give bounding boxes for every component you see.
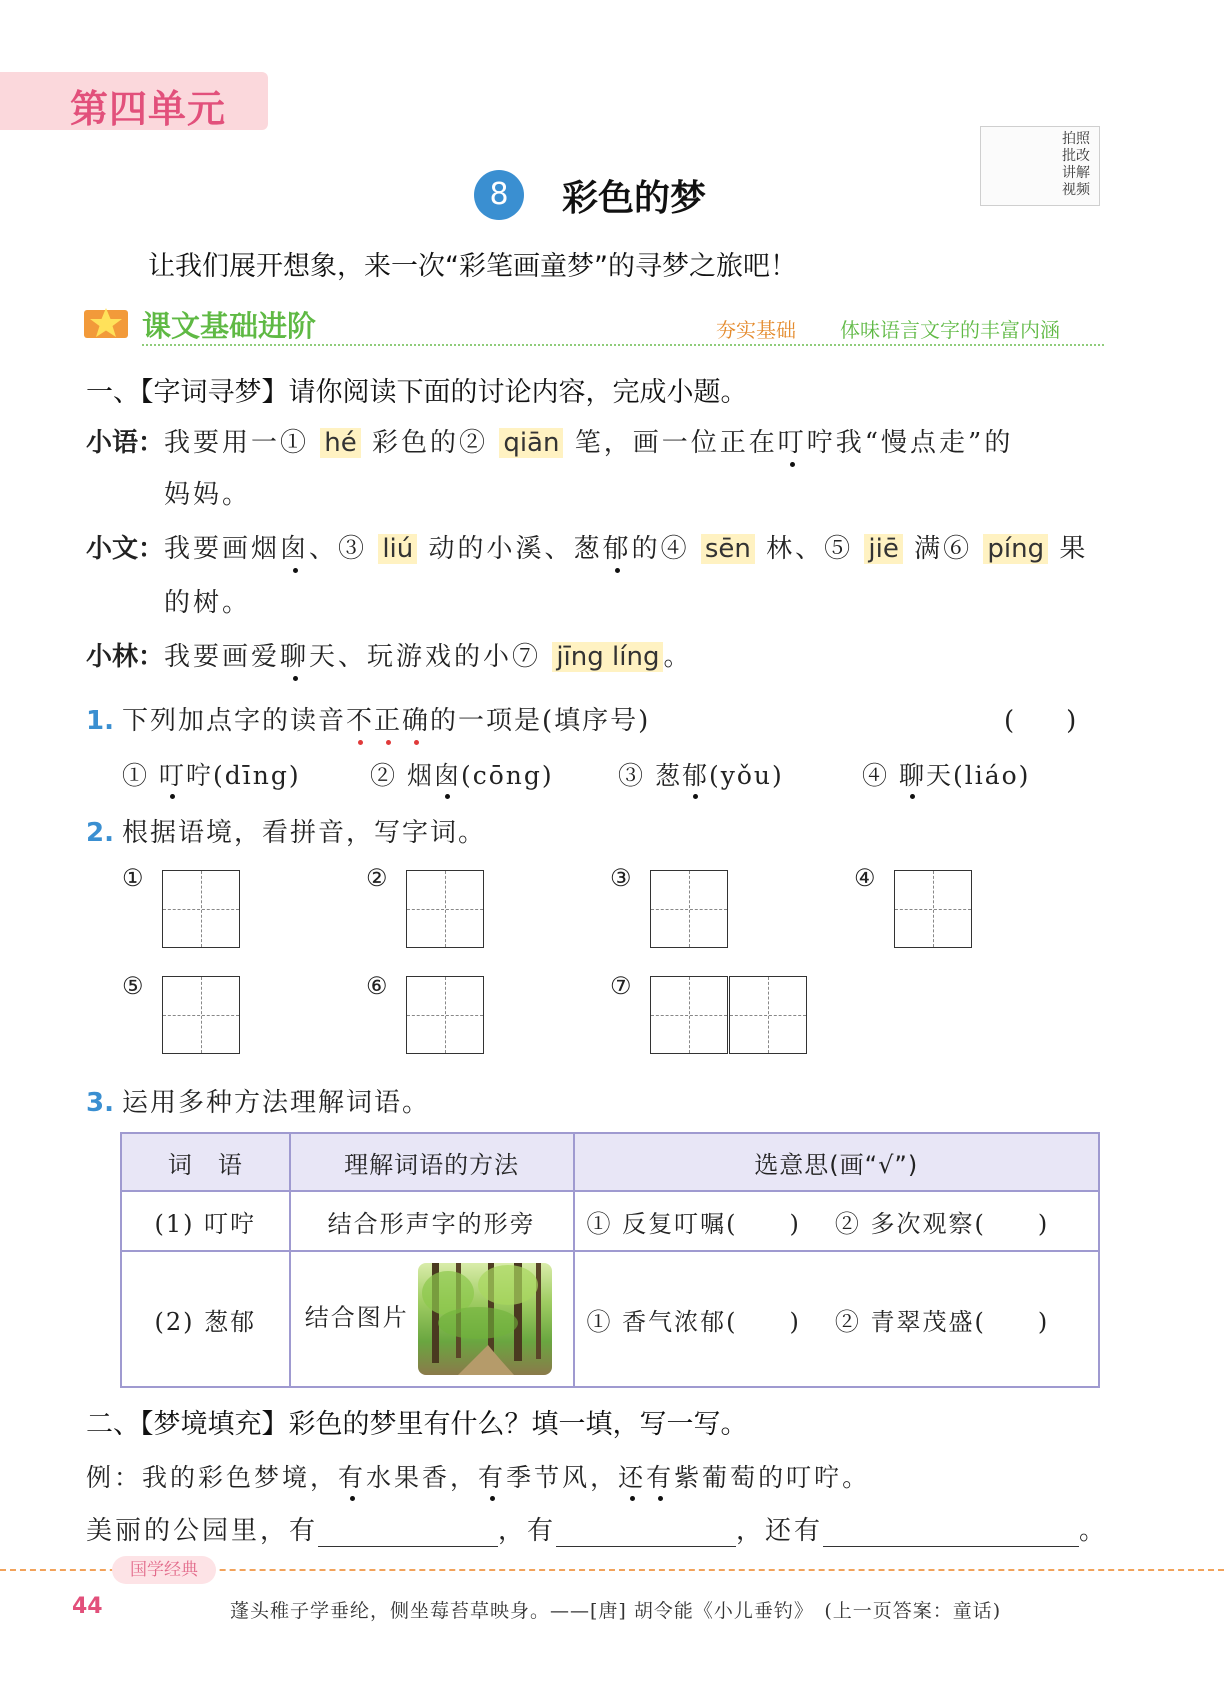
word-cell: (2) 葱郁: [121, 1251, 290, 1387]
box-label-6: ⑥: [366, 972, 388, 1000]
unit-title: 第四单元: [70, 87, 227, 131]
example-sentence: 例：我的彩色梦境，有水果香，有季节风，还有紫葡萄的叮咛。: [86, 1463, 871, 1492]
section-header: [84, 302, 1104, 346]
q1-option-3: ③ 葱郁(yǒu): [618, 761, 784, 790]
meaning-option[interactable]: ① 香气浓郁( ): [586, 1307, 801, 1336]
question-3: 3. 运用多种方法理解词语。: [86, 1088, 430, 1118]
dotted-char: 郁: [602, 534, 632, 564]
pinyin-blank-2: qiān: [499, 428, 563, 458]
box-label-1: ①: [122, 864, 144, 892]
method-cell: [290, 1251, 574, 1387]
lesson-title: 彩色的梦: [562, 178, 707, 219]
qr-label: 拍照批改讲解视频: [1062, 131, 1090, 198]
question-2: 2. 根据语境，看拼音，写字词。: [86, 818, 486, 848]
method-cell: 结合形声字的形旁: [290, 1191, 574, 1251]
forest-image: [418, 1263, 552, 1375]
xiaowen-line-2: 的树。: [164, 588, 252, 618]
xiaolin-line: 小林：我要画爱聊天、玩游戏的小⑦ jīng líng 。: [86, 642, 693, 672]
question-1: 1. 下列加点字的读音不正确的一项是(填序号): [86, 706, 651, 736]
fill-blank-3[interactable]: [823, 1516, 1079, 1547]
table-row: [121, 1251, 1099, 1387]
answer-paren-q1[interactable]: ( ): [1004, 706, 1077, 736]
pinyin-blank-4: sēn: [701, 534, 755, 564]
pinyin-blank-5: jiē: [864, 534, 902, 564]
pinyin-blank-1: hé: [320, 428, 360, 458]
writing-box-4[interactable]: [894, 870, 972, 948]
q1-option-4: ④ 聊天(liáo): [862, 761, 1031, 790]
box-label-5: ⑤: [122, 972, 144, 1000]
writing-box-6[interactable]: [406, 976, 484, 1054]
table-row: [121, 1191, 1099, 1251]
fill-blank-1[interactable]: [318, 1516, 498, 1547]
fill-in-sentence: 美丽的公园里，有 ，有 ，还有 。: [86, 1516, 1109, 1546]
writing-box-1[interactable]: [162, 870, 240, 948]
lesson-number: 8: [474, 170, 524, 220]
table-header-meaning: 选意思(画“√”): [574, 1133, 1099, 1191]
method-text: 结合图片: [304, 1303, 409, 1332]
writing-box-7a[interactable]: [650, 976, 728, 1054]
part1-title: 一、【字词寻梦】请你阅读下面的讨论内容，完成小题。: [86, 377, 748, 408]
writing-box-7b[interactable]: [729, 976, 807, 1054]
section-subtitle-2: 体味语言文字的丰富内涵: [840, 318, 1060, 342]
meaning-option[interactable]: ② 多次观察( ): [834, 1209, 1050, 1238]
part2-title: 二、【梦境填充】彩色的梦里有什么？填一填，写一写。: [86, 1409, 748, 1440]
box-label-3: ③: [610, 864, 632, 892]
meaning-option[interactable]: ② 青翠茂盛( ): [834, 1307, 1050, 1336]
box-label-7: ⑦: [610, 972, 632, 1000]
meaning-cell: [574, 1251, 1099, 1387]
footer-quote: 蓬头稚子学垂纶，侧坐莓苔草映身。——[唐] 胡令能《小儿垂钓》 (上一页答案：童话): [230, 1600, 1002, 1622]
dotted-char: 叮: [777, 428, 807, 458]
lesson-intro: 让我们展开想象，来一次“彩笔画童梦”的寻梦之旅吧！: [148, 251, 797, 282]
word-cell: (1) 叮咛: [121, 1191, 290, 1251]
section-divider: [142, 344, 1104, 346]
table-header-word: 词 语: [121, 1133, 290, 1191]
box-label-4: ④: [854, 864, 876, 892]
q1-option-2: ② 烟囱(cōng): [370, 761, 554, 790]
forest-path-graphic: [418, 1263, 552, 1375]
section-title: 课文基础进阶: [142, 309, 317, 343]
xiaoyu-line-1: 小语：我要用一① hé 彩色的② qiān 笔，画一位正在叮咛我“慢点走”的: [86, 428, 1014, 458]
table-header-method: 理解词语的方法: [290, 1133, 574, 1191]
xiaoyu-line-2: 妈妈。: [164, 480, 252, 510]
writing-box-2[interactable]: [406, 870, 484, 948]
word-understanding-table: [120, 1132, 1100, 1388]
writing-box-5[interactable]: [162, 976, 240, 1054]
dotted-char: 聊: [280, 642, 310, 672]
pinyin-blank-6: píng: [983, 534, 1048, 564]
fill-blank-2[interactable]: [556, 1516, 736, 1547]
pinyin-blank-3: liú: [378, 534, 417, 564]
meaning-option[interactable]: ① 反复叮嘱( ): [586, 1209, 801, 1238]
writing-box-3[interactable]: [650, 870, 728, 948]
photo-correction-qr-box[interactable]: [980, 126, 1100, 206]
meaning-cell: [574, 1191, 1099, 1251]
section-subtitle-1: 夯实基础: [716, 318, 796, 342]
q1-option-1: ① 叮咛(dīng): [122, 761, 301, 790]
page-number: 44: [72, 1594, 103, 1619]
box-label-2: ②: [366, 864, 388, 892]
classics-badge: 国学经典: [112, 1556, 216, 1584]
star-icon: [84, 306, 128, 340]
pinyin-blank-7: jīng líng: [552, 642, 663, 672]
xiaowen-line-1: 小文：我要画烟囱、③ liú 动的小溪、葱郁的④ sēn 林、⑤ jiē 满⑥ píng 果: [86, 534, 1089, 564]
dotted-char: 囱: [280, 534, 310, 564]
